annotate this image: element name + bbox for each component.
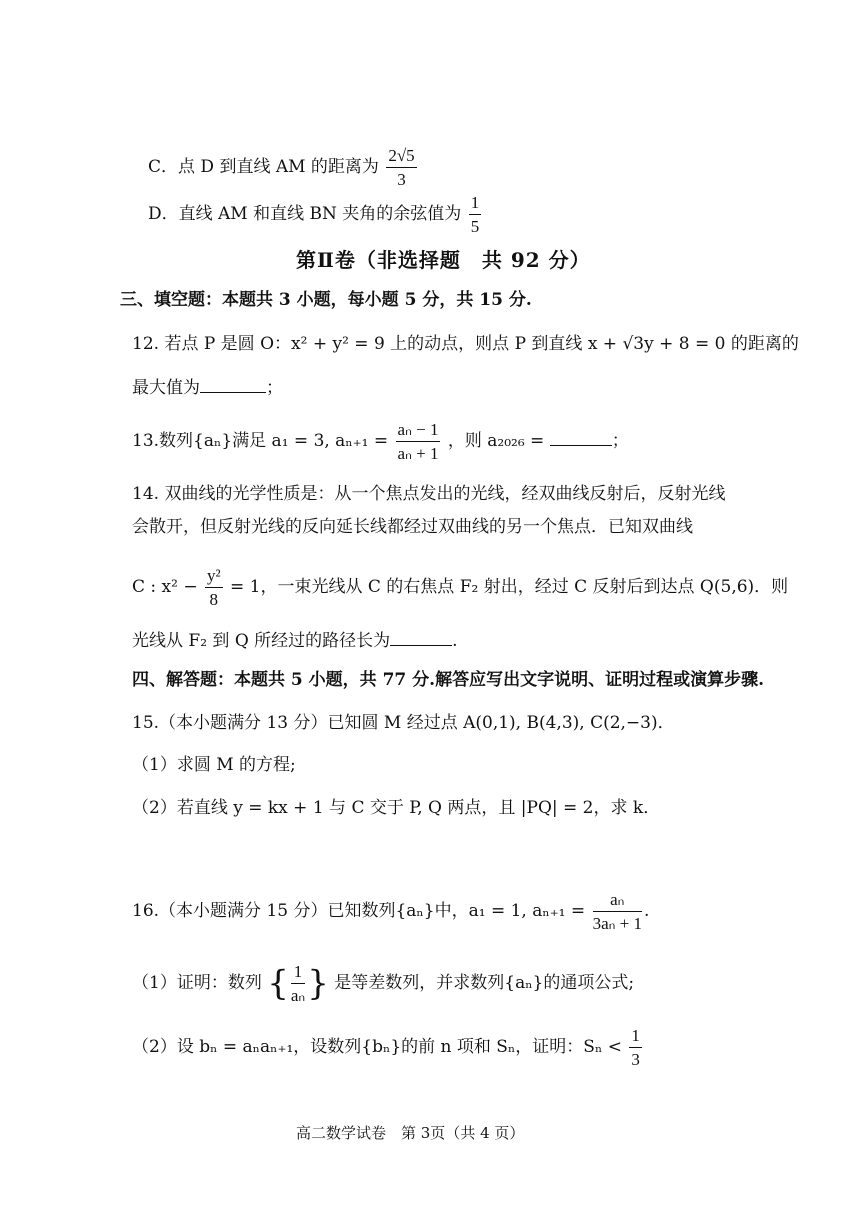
page-footer: 高二数学试卷 第 3页（共 4 页） [296, 1124, 525, 1142]
option-c-text: C．点 D 到直线 AM 的距离为 [148, 157, 379, 178]
q15-stem: 15.（本小题满分 13 分）已知圆 M 经过点 A(0,1), B(4,3), C(2,−3)． [132, 713, 675, 733]
q13-end: ； [611, 431, 629, 452]
solve-section-header: 四、解答题：本题共 5 小题，共 77 分.解答应写出文字说明、证明过程或演算步骤. [132, 670, 764, 690]
q14-line3 [132, 566, 788, 609]
q13-tail: ，则 a₂₀₂₆ = [447, 431, 545, 452]
q16-stem-fraction [593, 890, 642, 933]
option-d-denominator: 5 [470, 216, 480, 236]
q16-part2-fraction [629, 1026, 642, 1069]
q13-answer-blank [550, 444, 612, 446]
q13-numerator: aₙ − 1 [396, 420, 441, 442]
q14-line3-lead: C : x² − [132, 577, 198, 598]
q15-part1: （1）求圆 M 的方程; [132, 755, 296, 775]
q12-line1: 12. 若点 P 是圆 O：x² + y² = 9 上的动点，则点 P 到直线 x + √3y + 8 = 0 的距离的 [132, 334, 799, 354]
q13 [132, 420, 629, 463]
q16-stem [132, 890, 649, 933]
q12-answer-blank [200, 391, 266, 393]
q16-stem-numerator: aₙ [593, 890, 642, 912]
option-c-fraction [386, 146, 416, 189]
option-c-numerator: 2√5 [386, 146, 416, 168]
q16-part1 [132, 962, 634, 1005]
q14-line2: 会散开，但反射光线的反向延长线都经过双曲线的另一个焦点．已知双曲线 [132, 517, 693, 537]
q15-part2: （2）若直线 y = kx + 1 与 C 交于 P, Q 两点，且 |PQ| = 2，求 k． [132, 798, 661, 818]
q16-part1-tail: 是等差数列，并求数列{aₙ}的通项公式; [334, 973, 635, 994]
q14-denominator: 8 [209, 589, 219, 609]
q16-part2-numerator: 1 [629, 1026, 642, 1048]
q16-part1-lead: （1）证明：数列 [132, 973, 262, 994]
q14-answer-blank [390, 644, 452, 646]
left-brace: { [267, 963, 289, 1004]
q16-stem-lead: 16.（本小题满分 15 分）已知数列{aₙ}中，a₁ = 1, aₙ₊₁ = [132, 901, 586, 922]
q13-lead: 13.数列{aₙ}满足 a₁ = 3, aₙ₊₁ = [132, 431, 389, 452]
q13-fraction [396, 420, 441, 463]
option-c-denominator: 3 [397, 169, 406, 189]
q12-end: ； [266, 378, 283, 398]
q14-prompt: 光线从 F₂ 到 Q 所经过的路径长为 [132, 631, 391, 651]
q16-part2-lead: （2）设 bₙ = aₙaₙ₊₁，设数列{bₙ}的前 n 项和 Sₙ，证明：Sₙ < [132, 1037, 622, 1058]
q14-numerator: y² [205, 566, 223, 588]
right-brace: } [307, 963, 329, 1004]
q12-line2 [132, 380, 283, 397]
q16-stem-denominator: 3aₙ + 1 [592, 913, 642, 933]
option-d [148, 193, 483, 236]
q16-part1-numerator: 1 [291, 962, 305, 984]
q16-stem-end: . [643, 901, 650, 922]
q14-line4 [132, 633, 458, 650]
q12-prompt: 最大值为 [132, 378, 200, 398]
q16-part2 [132, 1026, 644, 1069]
q14-line3-tail: = 1，一束光线从 C 的右焦点 F₂ 射出，经过 C 反射后到达点 Q(5,6)．则 [230, 577, 789, 598]
option-d-fraction [469, 193, 482, 236]
q14-line1: 14. 双曲线的光学性质是：从一个焦点发出的光线，经双曲线反射后，反射光线 [132, 484, 726, 504]
q13-denominator: aₙ + 1 [397, 443, 439, 463]
q16-part2-denominator: 3 [631, 1049, 640, 1069]
option-c [148, 146, 419, 189]
q16-part1-fraction [291, 962, 305, 1005]
section2-title: 第Ⅱ卷（非选择题 共 92 分） [296, 248, 591, 272]
fill-section-header: 三、填空题：本题共 3 小题，每小题 5 分，共 15 分. [120, 290, 532, 310]
q14-fraction [205, 566, 223, 609]
q14-end: . [452, 631, 458, 651]
option-d-text: D．直线 AM 和直线 BN 夹角的余弦值为 [148, 204, 462, 225]
q16-part1-denominator: aₙ [290, 985, 306, 1005]
option-d-numerator: 1 [469, 193, 482, 215]
